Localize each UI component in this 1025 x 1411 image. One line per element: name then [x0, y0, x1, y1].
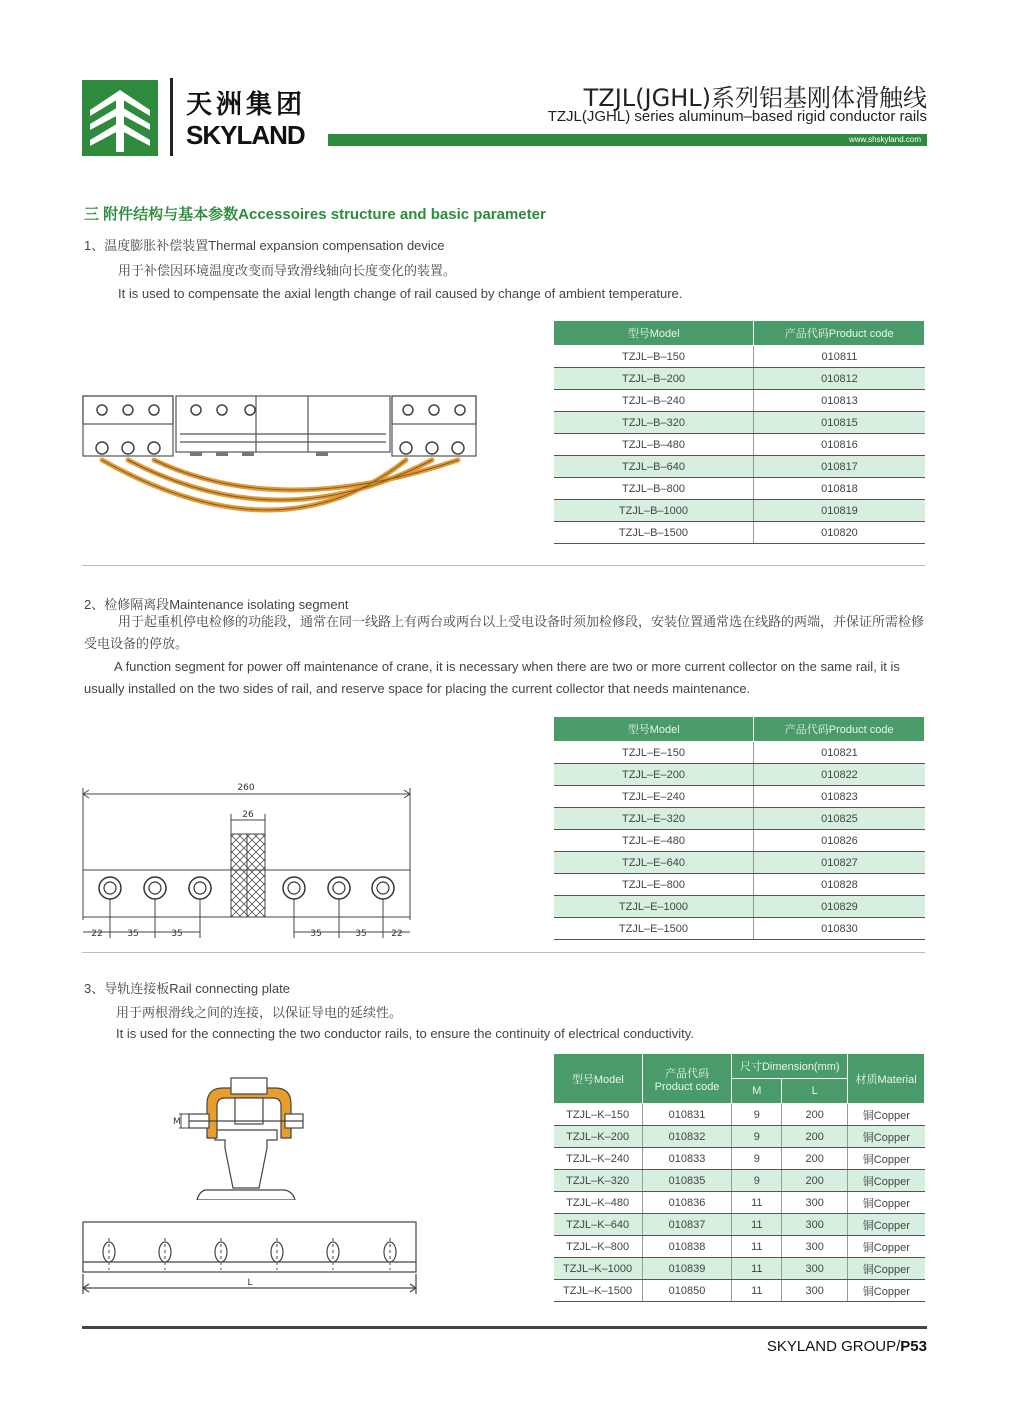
table-row: TZJL–K–1500 010850 11 300 铜Copper	[554, 1280, 925, 1302]
isolating-segment-drawing	[80, 780, 415, 945]
table-header-code: 产品代码 Product code	[642, 1054, 732, 1104]
label-m: M	[173, 1117, 181, 1127]
table-row: TZJL–B–800 010818	[554, 478, 925, 500]
table-row: TZJL–B–480 010816	[554, 434, 925, 456]
part3-table	[553, 1053, 925, 1302]
table-header-m: M	[732, 1079, 782, 1104]
table-row: TZJL–B–320 010815	[554, 412, 925, 434]
table-row: TZJL–E–200 010822	[554, 764, 925, 786]
dim-right-2: 35	[355, 929, 367, 939]
thermal-expansion-drawing	[80, 390, 480, 520]
part2-desc-en: A function segment for power off maintenance of crane, it is necessary when there are two or more current collector on the same rail, it is usually installed on the two sides of rail, and reserve space for placing the current collector that needs maintenance.	[84, 659, 900, 696]
table-header-material: 材质Material	[848, 1054, 925, 1104]
page-title-cn: TZJL(JGHL)系列铝基刚体滑触线	[583, 84, 927, 112]
table-row: TZJL–E–640 010827	[554, 852, 925, 874]
part3-heading: 3、导轨连接板Rail connecting plate	[84, 981, 290, 996]
table-row: TZJL–E–150 010821	[554, 742, 925, 764]
footer-rule	[82, 1326, 927, 1329]
table-row: TZJL–E–800 010828	[554, 874, 925, 896]
table-row: TZJL–E–320 010825	[554, 808, 925, 830]
page-number: P53	[900, 1338, 927, 1355]
table-header-model: 型号Model	[554, 321, 754, 346]
table-row: TZJL–K–1000 010839 11 300 铜Copper	[554, 1258, 925, 1280]
brand-name-en: SKYLAND	[186, 120, 305, 150]
divider	[82, 952, 925, 953]
footer-brand: SKYLAND GROUP/	[766, 1338, 901, 1355]
part1-table	[553, 320, 925, 544]
connecting-plate-section-drawing	[165, 1070, 315, 1200]
table-row: TZJL–E–240 010823	[554, 786, 925, 808]
dim-right-1: 35	[310, 929, 322, 939]
part1-heading: 1、温度膨胀补偿装置Thermal expansion compensation device	[84, 238, 445, 253]
logo-separator	[170, 78, 173, 156]
table-row: TZJL–E–480 010826	[554, 830, 925, 852]
table-header-model: 型号Model	[554, 717, 754, 742]
part2-desc-cn: 用于起重机停电检修的功能段，通常在同一线路上有两台或两台以上受电设备时须加检修段，安装位置通常选在线路的两端，并保证所需检修受电设备的停放。	[84, 614, 925, 651]
table-row: TZJL–E–1000 010829	[554, 896, 925, 918]
part3-desc-cn: 用于两根滑线之间的连接，以保证导电的延续性。	[116, 1005, 403, 1020]
table-row: TZJL–K–240 010833 9 200 铜Copper	[554, 1148, 925, 1170]
table-row: TZJL–B–640 010817	[554, 456, 925, 478]
table-row: TZJL–K–150 010831 9 200 铜Copper	[554, 1104, 925, 1126]
dim-left-3: 35	[171, 929, 183, 939]
page-title-en: TZJL(JGHL) series aluminum–based rigid conductor rails	[547, 108, 927, 125]
dim-right-3: 22	[391, 929, 403, 939]
divider	[82, 565, 925, 566]
dim-total: 260	[237, 783, 255, 793]
website-link[interactable]: www.shskyland.com	[848, 135, 921, 144]
table-row: TZJL–B–1500 010820	[554, 522, 925, 544]
brand-name-cn: 天洲集团	[186, 90, 307, 120]
dim-mid: 26	[242, 810, 254, 820]
section-title: 三 附件结构与基本参数Accessoires structure and basic parameter	[84, 206, 546, 223]
table-header-code: 产品代码Product code	[754, 321, 925, 346]
table-header-dimension: 尺寸Dimension(mm)	[732, 1054, 848, 1079]
footer	[767, 1338, 927, 1355]
table-row: TZJL–B–150 010811	[554, 346, 925, 368]
connecting-plate-top-drawing	[80, 1218, 420, 1302]
part2-table	[553, 716, 925, 940]
logo-icon	[82, 80, 158, 156]
table-row: TZJL–E–1500 010830	[554, 918, 925, 940]
table-row: TZJL–B–200 010812	[554, 368, 925, 390]
table-header-model: 型号Model	[554, 1054, 643, 1104]
logo-mark	[82, 80, 158, 156]
dim-left-2: 35	[127, 929, 139, 939]
table-row: TZJL–K–640 010837 11 300 铜Copper	[554, 1214, 925, 1236]
table-row: TZJL–K–200 010832 9 200 铜Copper	[554, 1126, 925, 1148]
title-bar	[328, 134, 927, 146]
dim-left-1: 22	[91, 929, 103, 939]
table-row: TZJL–B–1000 010819	[554, 500, 925, 522]
table-row: TZJL–K–320 010835 9 200 铜Copper	[554, 1170, 925, 1192]
part1-desc-cn: 用于补偿因环境温度改变而导致滑线轴向长度变化的装置。	[118, 263, 457, 278]
part3-desc-en: It is used for the connecting the two conductor rails, to ensure the continuity of electrical conductivity.	[116, 1026, 694, 1041]
table-row: TZJL–K–480 010836 11 300 铜Copper	[554, 1192, 925, 1214]
table-header-code: 产品代码Product code	[754, 717, 925, 742]
table-row: TZJL–K–800 010838 11 300 铜Copper	[554, 1236, 925, 1258]
table-header-l: L	[782, 1079, 848, 1104]
part2-heading: 2、检修隔离段Maintenance isolating segment	[84, 597, 349, 612]
part1-desc-en: It is used to compensate the axial length change of rail caused by change of ambient temperature.	[118, 286, 683, 301]
label-l: L	[247, 1278, 253, 1288]
table-row: TZJL–B–240 010813	[554, 390, 925, 412]
